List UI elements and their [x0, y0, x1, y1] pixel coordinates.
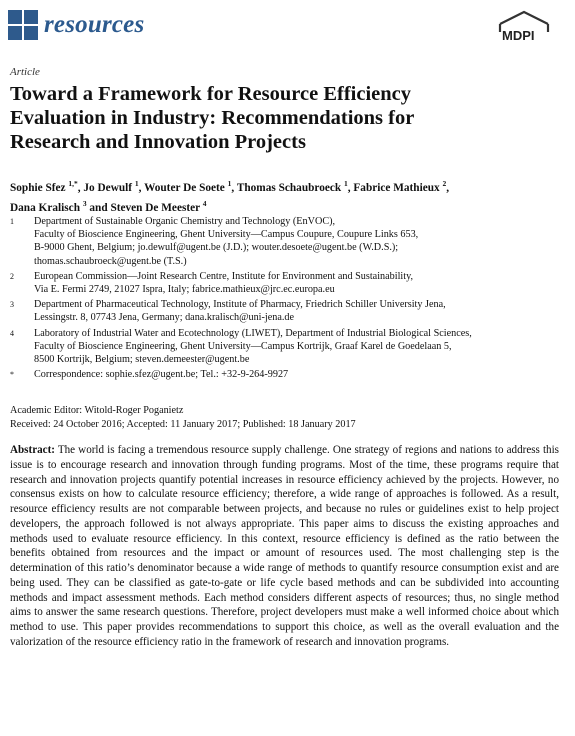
- paper-title: Toward a Framework for Resource Efficiency Evaluation in Industry: Recommendations for Research and Innovation Projects: [10, 83, 414, 153]
- affiliation-line: Lessingstr. 8, 07743 Jena, Germany; dana.kralisch@uni-jena.de: [34, 312, 295, 324]
- affiliation-line: Department of Pharmaceutical Technology, Institute of Pharmacy, Friedrich Schiller University Jena,: [34, 299, 446, 311]
- affiliation-number: 2: [10, 271, 14, 281]
- affiliation-line: Faculty of Bioscience Engineering, Ghent University—Campus Kortrijk, Graaf Karel de Goedelaan 5,: [34, 340, 452, 352]
- author-affiliation-mark: 3: [82, 199, 87, 209]
- affiliation-line: thomas.schaubroeck@ugent.be (T.S.): [34, 255, 187, 267]
- affiliation-line: Via E. Fermi 2749, 21027 Ispra, Italy; fabrice.mathieux@jrc.ec.europa.eu: [34, 284, 335, 296]
- journal-name: resources: [44, 11, 145, 38]
- affiliation-number: 1: [10, 217, 14, 226]
- affiliation-line: Department of Sustainable Organic Chemistry and Technology (EnVOC),: [34, 216, 336, 227]
- affiliation-item: [10, 327, 560, 367]
- author-name[interactable]: Sophie Sfez: [10, 181, 66, 194]
- publisher-name: MDPI: [502, 28, 535, 43]
- author-affiliation-mark: 1,*: [68, 179, 78, 188]
- affiliation-number: 3: [10, 300, 14, 310]
- author-list: [10, 176, 555, 217]
- article-meta: [10, 404, 356, 431]
- affiliation-line: European Commission—Joint Research Centre, Institute for Environment and Sustainability,: [34, 270, 414, 282]
- affiliation-item: [10, 368, 560, 381]
- affiliation-number: 4: [10, 328, 14, 338]
- affiliation-line: 8500 Kortrijk, Belgium; steven.demeester@ugent.be: [34, 354, 250, 366]
- abstract-label: Abstract:: [10, 444, 55, 456]
- article-type: Article: [10, 66, 40, 78]
- author-name[interactable]: Steven De Meester: [110, 202, 200, 215]
- affiliation-item: [10, 215, 560, 268]
- author-affiliation-mark: 1: [134, 179, 139, 188]
- journal-logo-icon: [8, 10, 38, 40]
- affiliation-line: Correspondence: sophie.sfez@ugent.be; Tel.: +32-9-264-9927: [34, 369, 289, 381]
- affiliation-line: Faculty of Bioscience Engineering, Ghent University—Campus Coupure, Coupure Links 653,: [34, 229, 419, 241]
- journal-header: [8, 8, 144, 42]
- author-affiliation-mark: 1: [227, 179, 232, 188]
- publisher-logo: [494, 10, 554, 50]
- author-name[interactable]: Dana Kralisch: [10, 202, 80, 215]
- affiliation-item: [10, 298, 560, 324]
- affiliations: [10, 215, 560, 383]
- abstract-text: The world is facing a tremendous resource supply challenge. One strategy of regions and nations to address this issue is to encourage research and innovation through funding programs. Most of the time, these programs require that research and innovation projects quantify potential increases in resource efficiency achieved by the projects. However, no consensus exists on how to calculate resource efficiency; therefore, a wide range of approaches is followed. As a result, resource efficiency results are not comparable between projects, and because no rules or guidelines exist to help project developers, the approach followed is not always appropriate. This paper aims to discuss the existing approaches and methods used to evaluate resource efficiency. In this context, resource efficiency is defined as the ratio between the benefits obtained from resources and the impact or amount of resources used. The most challenging step is the determination of this ratio’s denominator because a wide range of methods to quantify resource consumption exist and are being used. They can be classified as gate-to-gate or life cycle based methods and can be subdivided into accounting methods and impact assessment methods. Each method considers different aspects of resources; thus, no single method aims to answer the same research questions. Therefore, project developers must make a well informed choice about which method to use. This paper provides recommendations to support this choice, as well as the overall evaluation and the valorization of the resource efficiency ratio in the framework of research and innovation programs.: [10, 444, 559, 648]
- author-affiliation-mark: 4: [202, 199, 207, 209]
- author-affiliation-mark: 2: [442, 179, 447, 188]
- author-line-1: Sophie Sfez $^{1,*}$, Jo Dewulf $^1$, Wouter De Soete $^1$, Thomas Schaubroeck $^1$, Fabrice Mathieux $^2$,: [10, 179, 450, 194]
- publication-dates: Received: 24 October 2016; Accepted: 11 January 2017; Published: 18 January 2017: [10, 418, 356, 430]
- abstract: [10, 443, 559, 650]
- academic-editor: Academic Editor: Witold-Roger Poganietz: [10, 405, 184, 416]
- affiliation-item: [10, 270, 560, 296]
- author-name[interactable]: Wouter De Soete: [144, 181, 225, 194]
- affiliation-line: Laboratory of Industrial Water and Ecotechnology (LIWET), Department of Industrial Biological Sciences,: [34, 327, 472, 339]
- affiliation-line: B-9000 Ghent, Belgium; jo.dewulf@ugent.be (J.D.); wouter.desoete@ugent.be (W.D.S.);: [34, 242, 399, 254]
- affiliation-number: *: [10, 370, 14, 380]
- author-line-2: Dana Kralisch $^3$ and Steven De Meester $^4$: [10, 199, 207, 215]
- author-name[interactable]: Jo Dewulf: [83, 181, 133, 194]
- author-name[interactable]: Thomas Schaubroeck: [236, 181, 342, 194]
- author-affiliation-mark: 1: [343, 179, 348, 188]
- author-name[interactable]: Fabrice Mathieux: [353, 181, 440, 194]
